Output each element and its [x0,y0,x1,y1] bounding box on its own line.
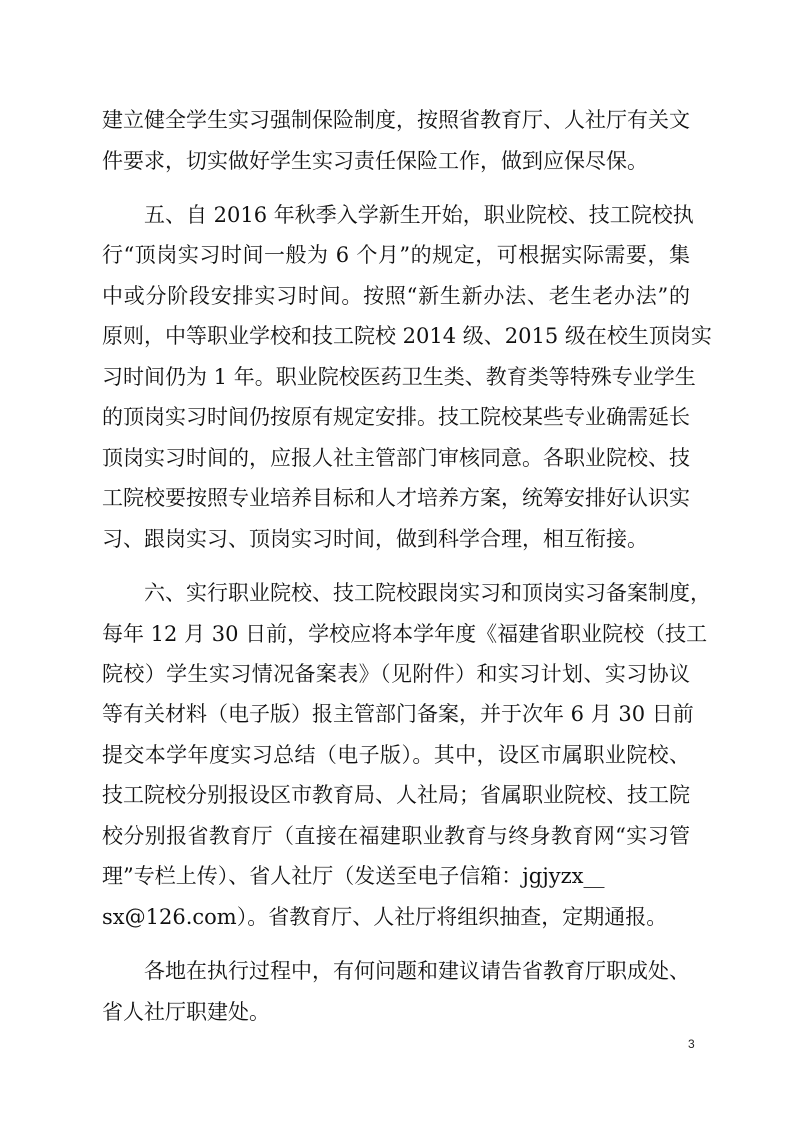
text-line: 每年 12 月 30 日前，学校应将本学年度《福建省职业院校（技工 [102,622,708,646]
text-line: 习时间仍为 1 年。职业院校医药卫生类、教育类等特殊专业学生 [102,365,696,389]
text-line: 校分别报省教育厅（直接在福建职业教育与终身教育网“实习管 [102,824,690,848]
text-line: 件要求，切实做好学生实习责任保险工作，做到应保尽保。 [102,149,648,173]
text-line: 中或分阶段安排实习时间。按照“新生新办法、老生老办法”的 [102,284,690,308]
text-line: 行“顶岗实习时间一般为 6 个月”的规定，可根据实际需要，集 [102,243,690,267]
text-line: sx@126.com）。省教育厅、人社厅将组织抽查，定期通报。 [102,905,668,929]
text-line: 工院校要按照专业培养目标和人才培养方案，统筹安排好认识实 [102,486,690,510]
text-line: 顶岗实习时间的，应报人社主管部门审核同意。各职业院校、技 [102,446,690,470]
text-line: 理”专栏上传）、省人社厅（发送至电子信箱：jgjyzx__ [102,864,605,888]
text-line: 各地在执行过程中，有何问题和建议请告省教育厅职成处、 [144,959,690,983]
text-line: 提交本学年度实习总结（电子版）。其中，设区市属职业院校、 [102,743,690,767]
text-line: 五、自 2016 年秋季入学新生开始，职业院校、技工院校执 [144,203,694,227]
page-number: 3 [688,1037,695,1051]
text-line: 建立健全学生实习强制保险制度，按照省教育厅、人社厅有关文 [102,108,690,132]
text-line: 等有关材料（电子版）报主管部门备案，并于次年 6 月 30 日前 [102,702,694,726]
text-line: 原则，中等职业学校和技工院校 2014 级、2015 级在校生顶岗实 [102,324,712,348]
text-line: 六、实行职业院校、技工院校跟岗实习和顶岗实习备案制度， [144,581,711,605]
text-line: 的顶岗实习时间仍按原有规定安排。技工院校某些专业确需延长 [102,405,690,429]
text-line: 省人社厅职建处。 [102,1000,270,1024]
text-line: 院校）学生实习情况备案表》（见附件）和实习计划、实习协议 [102,662,690,686]
text-line: 技工院校分别报设区市教育局、人社局；省属职业院校、技工院 [102,783,690,807]
text-line: 习、跟岗实习、顶岗实习时间，做到科学合理，相互衔接。 [102,527,648,551]
